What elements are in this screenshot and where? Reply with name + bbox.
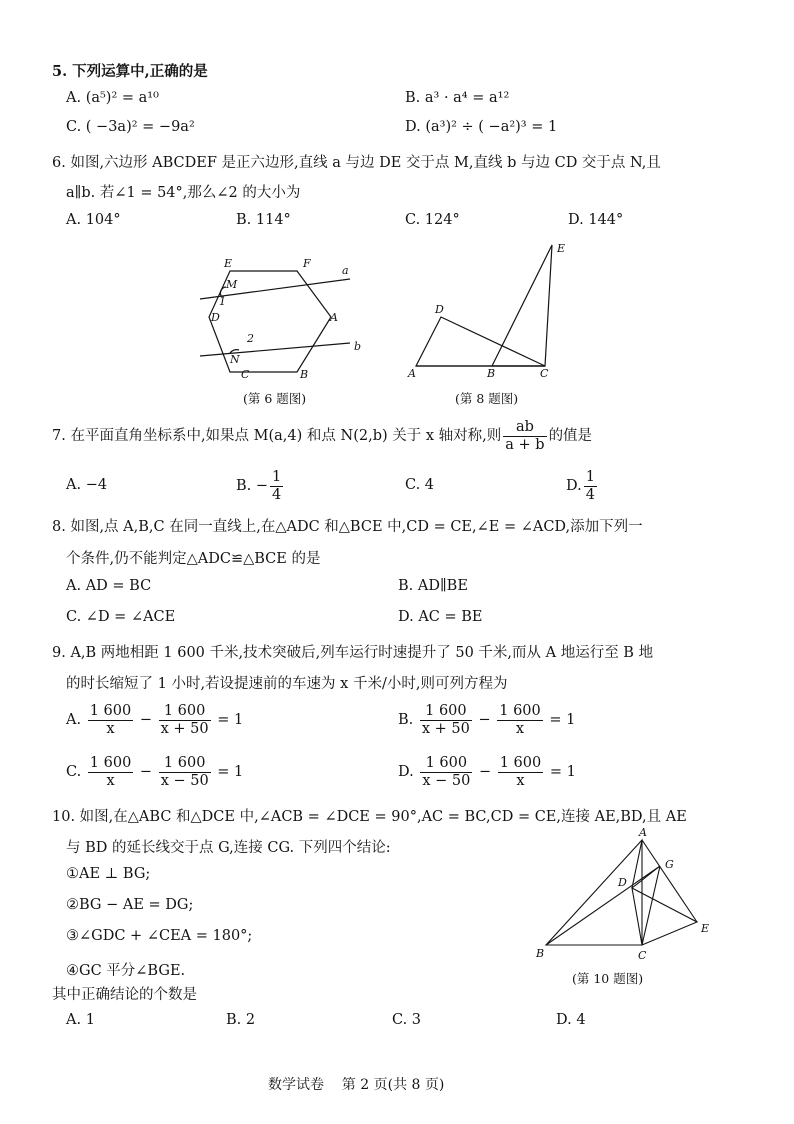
q10-option-b: B. 2 (226, 1012, 256, 1028)
fig6-label-b-vertex: B (300, 368, 309, 380)
q6-stem-line1: 6. 如图,六边形 ABCDEF 是正六边形,直线 a 与边 DE 交于点 M,直线 b 与边 CD 交于点 N,且 (52, 155, 661, 171)
q6-option-a: A. 104° (66, 212, 121, 228)
q9-c-frac1 (88, 755, 134, 790)
q9-b-frac2-den: x (515, 720, 525, 737)
q9-option-a (66, 700, 243, 740)
q9-d-frac2-num: 1 600 (499, 754, 542, 771)
q7-fraction-numerator: ab (503, 419, 546, 437)
q9-d-frac2-den: x (516, 772, 525, 789)
q7-option-d (566, 468, 599, 504)
q9-option-a-label: A. (66, 712, 82, 728)
q5-option-a: A. (a⁵)² = a¹⁰ (66, 90, 159, 106)
figure-10-caption: (第 10 题图) (572, 971, 644, 986)
fig10-label-c: C (638, 949, 647, 962)
q9-option-d-label: D. (398, 764, 414, 780)
q7-option-d-den: 4 (585, 486, 595, 503)
fig6-label-m: M (226, 278, 238, 291)
q8-option-d: D. AC = BE (398, 609, 483, 625)
line-b (200, 343, 350, 356)
fig6-label-a-vertex: A (330, 311, 338, 324)
q9-a-minus: − (139, 712, 152, 728)
q9-stem-line1: 9. A,B 两地相距 1 600 千米,技术突破后,列车运行时速提升了 50 千米,而从 A 地运行至 B 地 (52, 645, 654, 661)
fig10-label-g: G (665, 858, 674, 871)
q9-b-frac1-num: 1 600 (420, 703, 472, 721)
q7-stem-text: 7. 在平面直角坐标系中,如果点 M(a,4) 和点 N(2,b) 关于 x 轴对称,则 (52, 428, 502, 444)
q9-c-frac2-num: 1 600 (159, 755, 211, 773)
fig6-label-angle2: 2 (247, 332, 254, 345)
fig6-label-angle1: 1 (219, 295, 226, 308)
q10-option-c: C. 3 (392, 1012, 422, 1028)
q7-option-c: C. 4 (405, 477, 435, 493)
fig10-label-b: B (536, 947, 545, 960)
q5-stem: 5. 下列运算中,正确的是 (52, 63, 208, 80)
q9-b-equals: = 1 (549, 712, 576, 728)
q6-option-c: C. 124° (405, 212, 460, 228)
q9-c-minus: − (139, 764, 153, 780)
q9-c-frac1-den: x (106, 772, 115, 789)
figure-6-hexagon (190, 250, 380, 380)
q10-stem-line2: 与 BD 的延长线交于点 G,连接 CG. 下列四个结论: (66, 840, 391, 856)
triangle-adc (416, 317, 545, 366)
q5-option-b: B. a³ · a⁴ = a¹² (405, 90, 510, 106)
q9-option-b (398, 700, 575, 740)
q7-option-d-fraction (584, 469, 597, 504)
q9-c-frac2 (159, 755, 211, 790)
figure-8-caption: (第 8 题图) (455, 391, 519, 406)
q9-option-b-label: B. (398, 712, 414, 728)
q9-d-frac1-den: x − 50 (422, 772, 471, 789)
q9-a-frac2 (159, 703, 211, 738)
q7-option-d-num: 1 (585, 468, 595, 485)
q10-conclusion-3: ③∠GDC + ∠CEA = 180°; (66, 928, 253, 944)
q9-option-d (398, 752, 576, 792)
triangle-bce (492, 245, 552, 366)
q9-b-minus: − (478, 712, 491, 728)
q7-option-b-den: 4 (272, 486, 282, 503)
figure-10-triangles (525, 826, 725, 962)
q5-option-d: D. (a³)² ÷ ( −a²)³ = 1 (405, 119, 558, 135)
q9-d-frac1 (420, 755, 472, 790)
q7-stem-tail: 的值是 (548, 428, 593, 444)
fig8-label-d: D (435, 303, 444, 316)
q9-d-equals: = 1 (549, 764, 576, 780)
q9-a-frac2-num: 1 600 (159, 703, 211, 721)
page-footer: 数学试卷 第 2 页(共 8 页) (268, 1077, 445, 1093)
q9-c-frac1-num: 1 600 (89, 754, 132, 771)
fig8-label-c: C (540, 367, 549, 380)
fig6-label-f: F (303, 257, 311, 270)
q9-a-equals: = 1 (217, 712, 244, 728)
q7-option-b (236, 468, 285, 504)
q9-b-frac2-num: 1 600 (499, 702, 541, 719)
q8-stem-line1: 8. 如图,点 A,B,C 在同一直线上,在△ADC 和△BCE 中,CD = CE,∠E = ∠ACD,添加下列一 (52, 519, 643, 535)
q7-option-b-fraction (270, 469, 283, 504)
figure-6-caption: (第 6 题图) (243, 391, 307, 406)
q9-b-frac1-den: x + 50 (421, 720, 470, 737)
q8-option-a: A. AD = BC (66, 578, 152, 594)
q9-b-frac1 (420, 703, 472, 738)
q9-a-frac1 (88, 703, 134, 738)
q10-conclusion-2: ②BG − AE = DG; (66, 897, 194, 913)
q9-d-frac1-num: 1 600 (420, 755, 472, 773)
q9-a-frac1-num: 1 600 (89, 702, 132, 719)
q9-d-minus: − (478, 764, 492, 780)
q7-option-a: A. −4 (66, 477, 108, 493)
q9-a-frac1-den: x (106, 720, 115, 737)
q10-conclusion-4: ④GC 平分∠BGE. (66, 963, 186, 979)
q10-option-d: D. 4 (556, 1012, 586, 1028)
fig6-label-d: D (211, 311, 220, 324)
q7-option-b-label: B. − (236, 478, 269, 494)
q6-option-d: D. 144° (568, 212, 624, 228)
q8-option-c: C. ∠D = ∠ACE (66, 609, 176, 625)
q9-stem-line2: 的时长缩短了 1 小时,若设提速前的车速为 x 千米/小时,则可列方程为 (66, 676, 508, 692)
q7-fraction-denominator: a + b (505, 436, 545, 453)
q9-d-frac2 (498, 755, 544, 790)
q10-option-a: A. 1 (66, 1012, 95, 1028)
figure-8-triangles (400, 238, 580, 380)
q9-a-frac2-den: x + 50 (160, 720, 209, 737)
fig6-label-b-line: b (354, 340, 362, 353)
q10-question: 其中正确结论的个数是 (52, 987, 197, 1003)
q8-option-b: B. AD∥BE (398, 578, 468, 594)
q9-option-c-label: C. (66, 764, 82, 780)
q8-stem-line2: 个条件,仍不能判定△ADC≌△BCE 的是 (66, 551, 321, 567)
triangle-abc (546, 840, 642, 945)
q7-option-d-label: D. (566, 478, 582, 494)
q9-c-equals: = 1 (217, 764, 244, 780)
fig8-label-e: E (557, 242, 566, 255)
fig10-label-a: A (639, 826, 647, 839)
q6-option-b: B. 114° (236, 212, 291, 228)
q7-stem (52, 418, 592, 454)
fig6-label-c: C (241, 368, 250, 380)
fig6-label-a-line: a (342, 264, 349, 277)
fig8-label-a: A (408, 367, 416, 380)
fig6-label-e: E (224, 257, 233, 270)
q5-option-c: C. ( −3a)² = −9a² (66, 119, 195, 135)
q10-conclusion-1: ①AE ⊥ BG; (66, 866, 151, 882)
q7-option-b-num: 1 (272, 468, 282, 485)
q6-stem-line2: a∥b. 若∠1 = 54°,那么∠2 的大小为 (66, 185, 301, 201)
fig6-label-n: N (230, 353, 240, 366)
q9-b-frac2 (497, 703, 543, 738)
q7-fraction (503, 419, 546, 454)
q9-option-c (66, 752, 243, 792)
fig10-label-d: D (618, 876, 627, 889)
segment-bg (546, 866, 660, 945)
q10-stem-line1: 10. 如图,在△ABC 和△DCE 中,∠ACB = ∠DCE = 90°,AC = BC,CD = CE,连接 AE,BD,且 AE (52, 809, 687, 825)
q9-c-frac2-den: x − 50 (160, 772, 209, 789)
fig8-label-b: B (487, 367, 496, 380)
fig10-label-e: E (701, 922, 710, 935)
